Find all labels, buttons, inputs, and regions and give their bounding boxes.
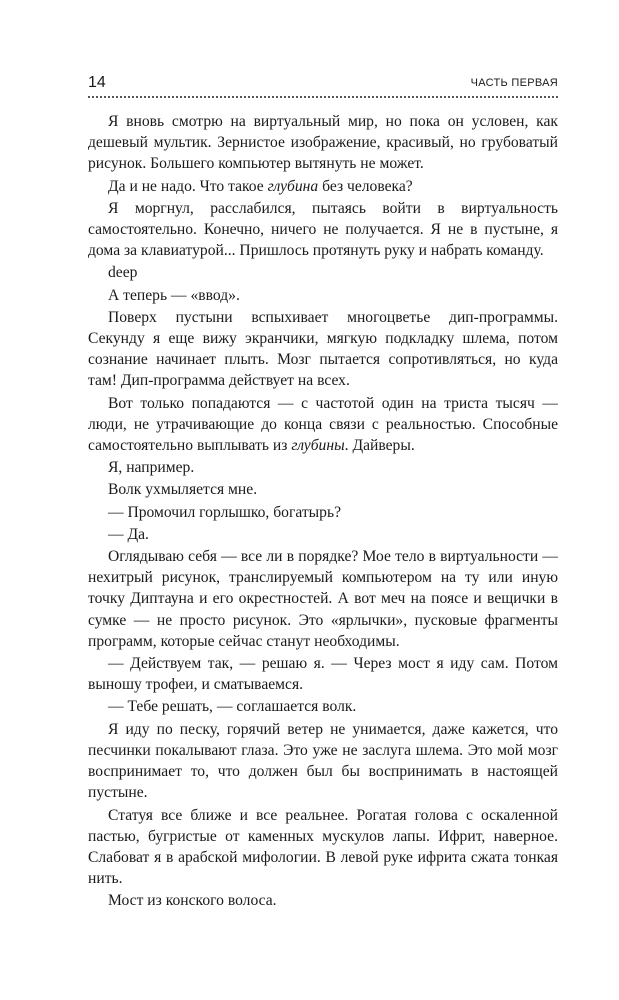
paragraph: Статуя все ближе и все реальнее. Рогатая голова с оскаленной пастью, бугристые от каменных мускулов лапы. Ифрит, наверное. Слабоват я в арабской мифологии. В левой руке ифрита сжата тонкая нить. <box>88 806 558 888</box>
text-body <box>88 111 558 913</box>
paragraph: deep <box>108 264 138 282</box>
paragraph: Оглядываю себя — все ли в порядке? Мое тело в виртуальности — нехитрый рисунок, транслируемый компьютером на ту или иную точку Диптауна и его окрестностей. А вот меч на поясе и вещички в сумке — не просто рисунок. Это «ярлычки», пусковые фрагменты программ, которые сейчас станут необходимы. <box>88 548 558 650</box>
paragraph: Мост из конского волоса. <box>108 892 277 910</box>
emphasis: глубины <box>291 437 345 455</box>
header-dotted-rule <box>88 96 558 98</box>
page-header <box>88 74 558 96</box>
paragraph: — Промочил горлышко, богатырь? <box>108 503 341 521</box>
paragraph: — Действуем так, — решаю я. — Через мост я иду сам. Потом выношу трофеи, и сматываемся. <box>88 655 558 694</box>
paragraph: Я вновь смотрю на виртуальный мир, но пока он условен, как дешевый мультик. Зернистое изображение, красивый, но грубоватый рисунок. Большего компьютер вытянуть не может. <box>88 113 558 173</box>
paragraph: Волк ухмыляется мне. <box>108 481 258 499</box>
running-head: ЧАСТЬ ПЕРВАЯ <box>470 77 558 89</box>
paragraph: Я моргнул, расслабился, пытаясь войти в виртуальность самостоятельно. Конечно, ничего не получается. Я не в пустыне, я дома за клавиатурой... Пришлось протянуть руку и набрать команду. <box>88 199 558 260</box>
paragraph: — Да. <box>108 525 149 543</box>
paragraph: — Тебе решать, — соглашается волк. <box>108 698 357 716</box>
paragraph: Да и не надо. Что такое глубина без человека? <box>108 177 413 195</box>
emphasis: глубина <box>267 177 319 195</box>
paragraph: Я, например. <box>108 459 195 477</box>
paragraph: Я иду по песку, горячий ветер не унимается, даже кажется, что песчинки покалывают глаза. Это уже не заслуга шлема. Это мой мозг воспринимает то, что должен был бы воспринимать в настоящей пустыне. <box>88 720 558 802</box>
paragraph: А теперь — «ввод». <box>108 286 240 304</box>
page-number: 14 <box>88 74 106 91</box>
paragraph: Вот только попадаются — с частотой один на триста тысяч — люди, не утрачивающие до конца связи с реальностью. Способные самостоятельно выплывать из глубины. Дайверы. <box>88 394 558 455</box>
paragraph: Поверх пустыни вспыхивает многоцветье дип-программы. Секунду я еще вижу экранчики, мягкую подкладку шлема, потом сознание начинает плыть. Мозг пытается сопротивляться, но куда там! Дип-программа действует на всех. <box>88 308 558 390</box>
